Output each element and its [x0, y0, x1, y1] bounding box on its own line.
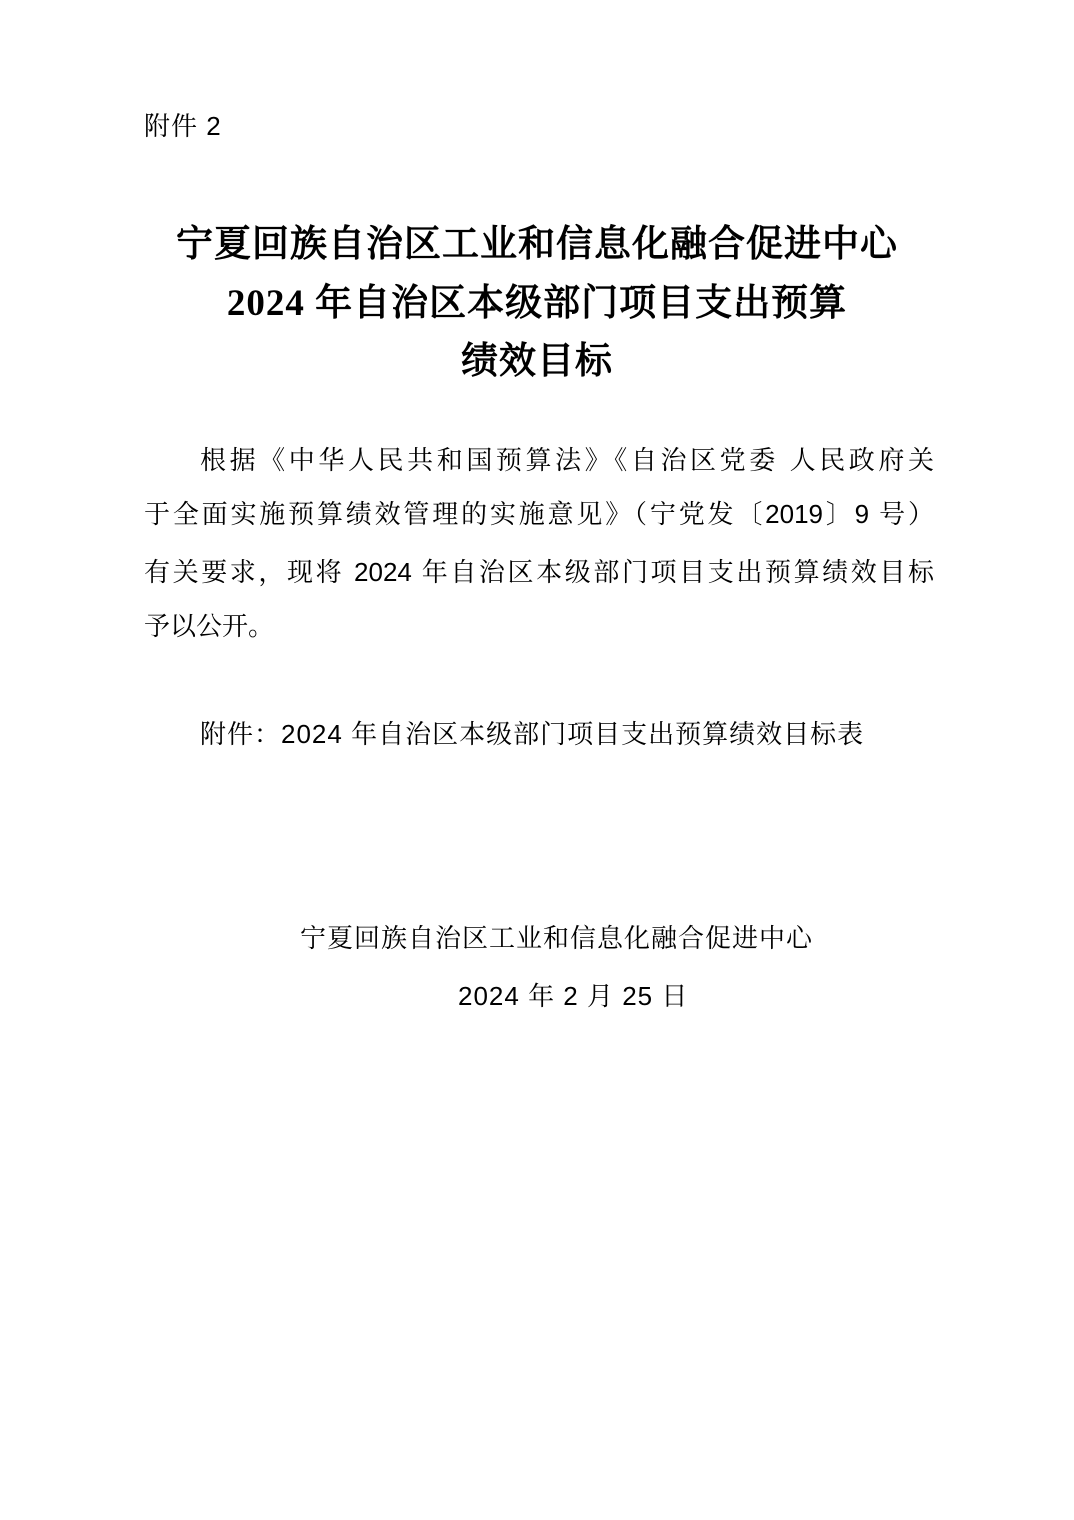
document-title-line-2: 2024 年自治区本级部门项目支出预算	[226, 283, 848, 324]
attachment-label: 附件 2	[144, 111, 222, 141]
body-paragraph-line-2: 于全面实施预算绩效管理的实施意见》（宁党发〔2019〕9 号）	[144, 499, 934, 529]
body-paragraph-line-4: 予以公开。	[144, 611, 275, 641]
document-title-line-3: 绩效目标	[461, 341, 613, 382]
attachment-reference: 附件：2024 年自治区本级部门项目支出预算绩效目标表	[200, 719, 865, 749]
signature-date: 2024 年 2 月 25 日	[458, 981, 689, 1011]
signature-organization: 宁夏回族自治区工业和信息化融合促进中心	[300, 923, 814, 953]
document-title-line-1: 宁夏回族自治区工业和信息化融合促进中心	[176, 224, 898, 265]
body-paragraph-line-1: 根据《中华人民共和国预算法》《自治区党委 人民政府关	[200, 445, 934, 475]
body-paragraph-line-3: 有关要求，现将 2024 年自治区本级部门项目支出预算绩效目标	[144, 557, 934, 587]
